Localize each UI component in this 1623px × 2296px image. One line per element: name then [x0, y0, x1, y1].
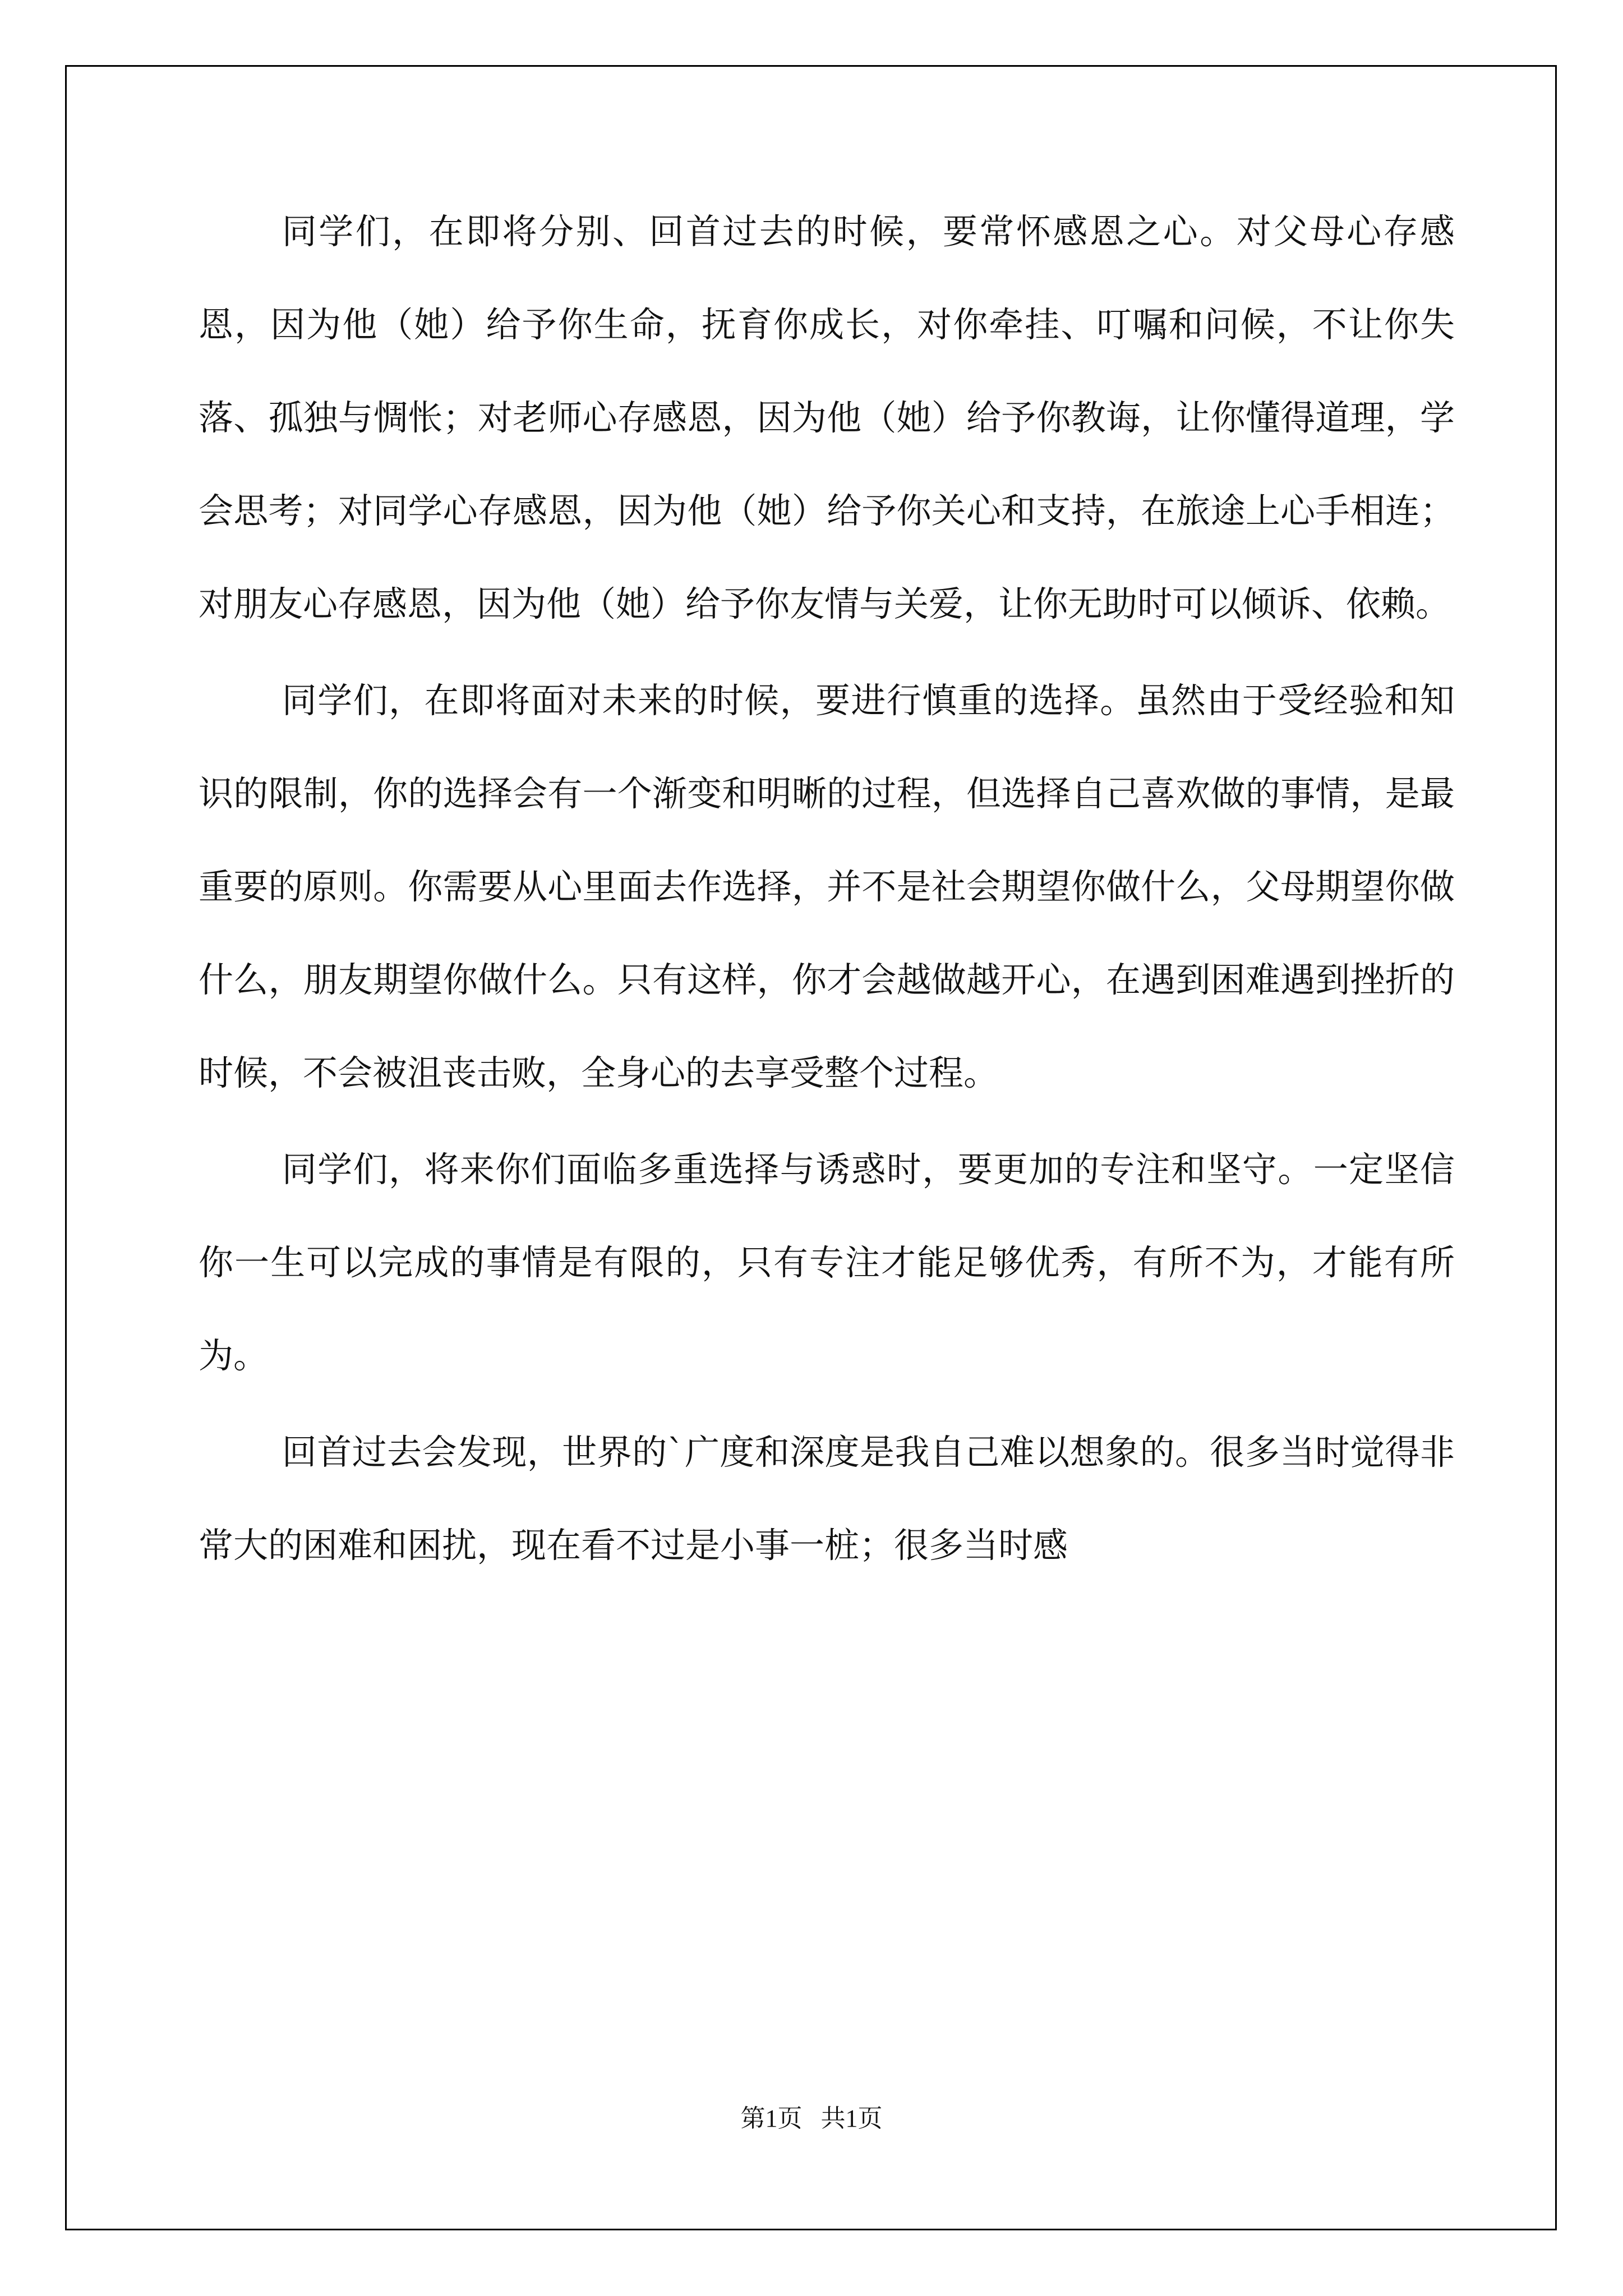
page-number: 第1页 [740, 2105, 803, 2132]
paragraph-choice: 同学们，在即将面对未来的时候，要进行慎重的选择。虽然由于受经验和知识的限制，你的选择会有一个渐变和明晰的过程，但选择自己喜欢做的事情，是最重要的原则。你需要从心里面去作选择，并不是社会期望你做什么，父母期望你做什么，朋友期望你做什么。只有这样，你才会越做越开心，在遇到困难遇到挫折的时候，不会被沮丧击败，全身心的去享受整个过程。 [199, 680, 1455, 1093]
paragraph-focus: 同学们，将来你们面临多重选择与诱惑时，要更加的专注和坚守。一定坚信你一生可以完成的事情是有限的，只有专注才能足够优秀，有所不为，才能有所为。 [199, 1149, 1455, 1376]
page-total: 共1页 [820, 2105, 883, 2132]
page-footer [0, 2098, 1623, 2134]
paragraph-reflection: 回首过去会发现，世界的`广度和深度是我自己难以想象的。很多当时觉得非常大的困难和困扰，现在看不过是小事一桩；很多当时感 [199, 1432, 1455, 1566]
paragraph-gratitude: 同学们，在即将分别、回首过去的时候，要常怀感恩之心。对父母心存感恩，因为他（她）给予你生命，抚育你成长，对你牵挂、叮嘱和问候，不让你失落、孤独与惆怅；对老师心存感恩，因为他（她）给予你教诲，让你懂得道理，学会思考；对同学心存感恩，因为他（她）给予你关心和支持，在旅途上心手相连；对朋友心存感恩，因为他（她）给予你友情与关爱，让你无助时可以倾诉、依赖。 [199, 211, 1455, 624]
document-body [199, 185, 1455, 1595]
